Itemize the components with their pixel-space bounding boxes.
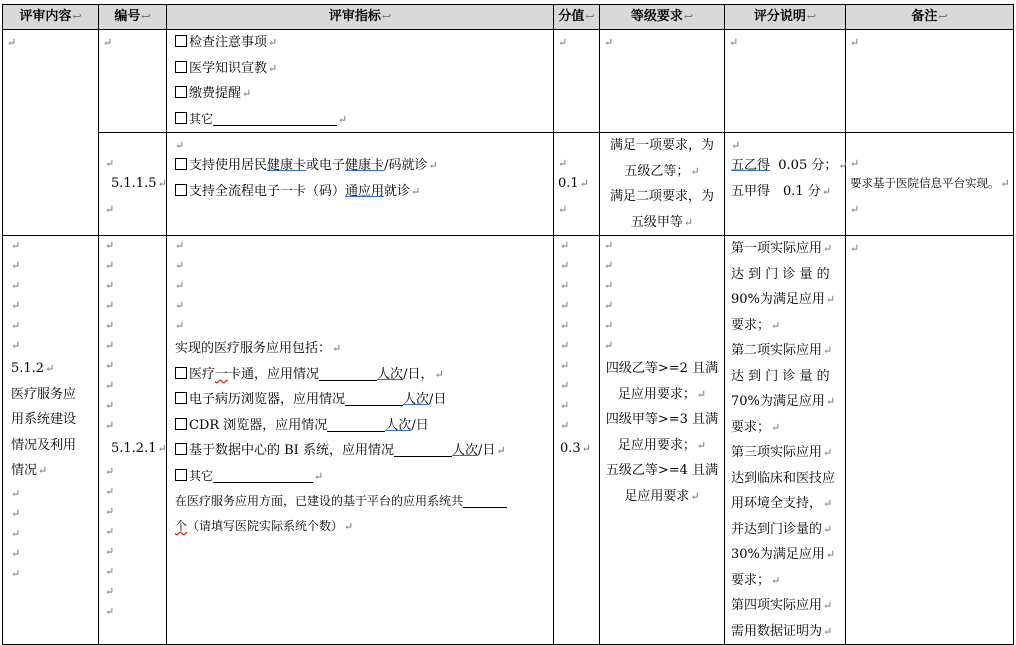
header-score: 分值↩ — [554, 5, 600, 30]
cell-indicator-3: ↵ ↵ ↵ ↵ ↵ 实现的医疗服务应用包括：↵ 医疗一卡通，应用情况 人次/日，↵ 电子病历浏览器，应用情况 人次/日 CDR 浏览器，应用情况 人次/日 基于数据中心的 BI 系统，应用情况 人次/日↵ 其它 ↵ 在医疗服务应用方面，已建设的基于平台的应用系统共 个（请填写医院实际系统个数）↵ — [167, 236, 554, 645]
fill-blank[interactable] — [213, 111, 337, 126]
fill-blank[interactable] — [213, 468, 313, 483]
cell-number-2: ↵ 5.1.1.5↵ ↵ — [99, 133, 167, 236]
option-other-3: 其它 ↵ — [175, 464, 549, 490]
option-other: 其它 ↵ — [175, 107, 549, 133]
header-scoring: 评分说明↩ — [725, 5, 846, 30]
cell-level-2: 满足一项要求，为 五级乙等；↵ 满足二项要求，为 五级甲等↵ — [600, 133, 725, 236]
cell-remark-1: ↵ — [846, 30, 1014, 133]
option-3: 缴费提醒↵ — [175, 81, 549, 107]
apps-intro: 实现的医疗服务应用包括：↵ — [175, 341, 342, 356]
cell-score-3: ↵ ↵ ↵ ↵ ↵ ↵ ↵ ↵ ↵ ↵ 0.3↵ — [554, 236, 600, 645]
fill-blank[interactable] — [319, 366, 377, 381]
cell-scoring-1: ↵ — [725, 30, 846, 133]
header-remark: 备注↩ — [846, 5, 1014, 30]
cell-level-3: ↵ ↵ ↵ ↵ ↵ ↵ 四级乙等>=2 且满 足应用要求；↵ 四级甲等>=3 且满 足应用要求；↵ 五级乙等>=4 且满 足应用要求↵ — [600, 236, 725, 645]
checkbox-icon[interactable] — [175, 158, 187, 170]
cell-remark-3: ↵ — [846, 236, 1014, 645]
fill-blank[interactable] — [345, 391, 403, 406]
checkbox-icon[interactable] — [175, 112, 187, 124]
checkbox-icon[interactable] — [175, 35, 187, 47]
table-row-2 — [3, 133, 1014, 236]
table-row-3 — [3, 236, 1014, 645]
cell-content-3: ↵ ↵ ↵ ↵ ↵ ↵ 5.1.2↵ 医疗服务应 用系统建设 情况及利用 情况↵ ↵ ↵ ↵ ↵ ↵ — [3, 236, 99, 645]
header-level: 等级要求↩ — [600, 5, 725, 30]
fill-blank[interactable] — [327, 417, 385, 432]
cell-level-1: ↵ — [600, 30, 725, 133]
fill-blank[interactable] — [463, 493, 507, 508]
table-row-1 — [3, 30, 1014, 133]
header-content: 评审内容↩ — [3, 5, 99, 30]
checkbox-icon[interactable] — [175, 418, 187, 430]
cell-scoring-3: 第一项实际应用↵ 达 到 门 诊 量 的 90%为满足应用↵ 要求；↵ 第二项实际应用↵ 达 到 门 诊 量 的 70%为满足应用↵ 要求；↵ 第三项实际应用↵ 达到临床和医技应 用环境全支持，↵ 并达到门诊量的↵ 30%为满足应用↵ 要求；↵ 第四项实际应用↵ 需用数据证明为↵ — [725, 236, 846, 645]
cell-remark-2: ↵ 要求基于医院信息平台实现。↵ ↵ — [846, 133, 1014, 236]
system-count-line-1: 在医疗服务应用方面，已建设的基于平台的应用系统共 — [175, 489, 549, 514]
checkbox-icon[interactable] — [175, 61, 187, 73]
option-cdr-browser: CDR 浏览器，应用情况 人次/日 — [175, 413, 549, 439]
cell-indicator-2: ↵ 支持使用居民健康卡或电子健康卡/码就诊↵ 支持全流程电子一卡（码）通应用就诊↵ — [167, 133, 554, 236]
cell-number-1: ↵ — [99, 30, 167, 133]
cell-indicator-1 — [167, 30, 554, 133]
header-number: 编号↩ — [99, 5, 167, 30]
cell-score-2: ↵ 0.1↵ ↵ — [554, 133, 600, 236]
option-2: 医学知识宣教↵ — [175, 56, 549, 82]
system-count-line-2: 个（请填写医院实际系统个数）↵ — [175, 519, 354, 533]
option-medical-card: 医疗一卡通，应用情况 人次/日，↵ — [175, 362, 549, 388]
checkbox-icon[interactable] — [175, 392, 187, 404]
header-row — [3, 5, 1014, 30]
option-bi-system: 基于数据中心的 BI 系统，应用情况 人次/日↵ — [175, 438, 549, 464]
cell-content-1: ↵ — [3, 30, 99, 236]
option-1: 检查注意事项↵ — [175, 30, 549, 56]
fill-blank[interactable] — [394, 442, 452, 457]
option-full-process-card: 支持全流程电子一卡（码）通应用就诊↵ — [175, 179, 549, 205]
checkbox-icon[interactable] — [175, 469, 187, 481]
checkbox-icon[interactable] — [175, 184, 187, 196]
checkbox-icon[interactable] — [175, 443, 187, 455]
cell-scoring-2: ↵ 五乙得 0.05 分；↵ 五甲得 0.1 分↵ — [725, 133, 846, 236]
option-emr-browser: 电子病历浏览器，应用情况 人次/日 — [175, 387, 549, 413]
cell-number-3: ↵ ↵ ↵ ↵ ↵ ↵ ↵ ↵ ↵ ↵ 5.1.2.1↵ ↵ ↵ ↵ ↵ ↵ ↵ ↵ ↵ — [99, 236, 167, 645]
review-table — [2, 4, 1014, 645]
option-health-card: 支持使用居民健康卡或电子健康卡/码就诊↵ — [175, 153, 549, 179]
header-indicator: 评审指标↩ — [167, 5, 554, 30]
checkbox-icon[interactable] — [175, 367, 187, 379]
checkbox-icon[interactable] — [175, 86, 187, 98]
cell-score-1: ↵ — [554, 30, 600, 133]
